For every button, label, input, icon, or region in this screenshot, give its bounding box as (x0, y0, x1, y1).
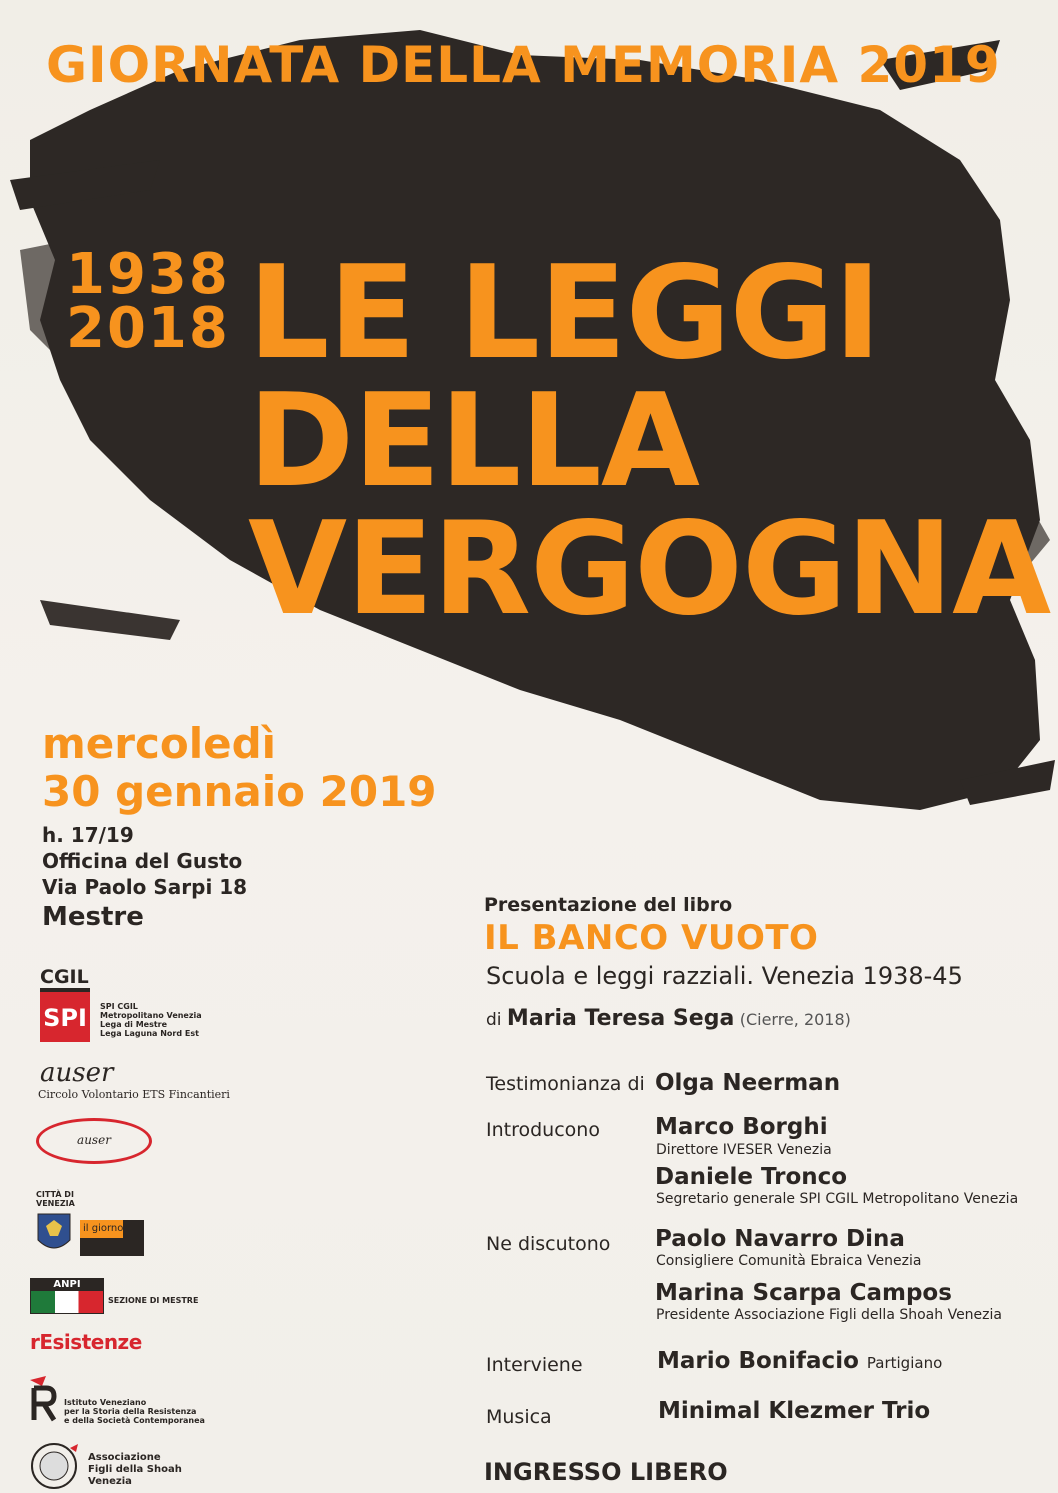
book-title: IL BANCO VUOTO (484, 918, 819, 958)
intro2-desc: Segretario generale SPI CGIL Metropolitano Venezia (656, 1191, 1019, 1207)
discuss1-name: Paolo Navarro Dina (655, 1226, 905, 1252)
iveser-caption-3: e della Società Contemporanea (64, 1416, 205, 1425)
spi-caption-2: Metropolitano Venezia (100, 1011, 202, 1020)
iveser-caption (64, 1398, 205, 1425)
event-venue (42, 822, 247, 934)
citta-venezia-caption: CITTÀ DI VENEZIA (36, 1190, 75, 1208)
year-start: 1938 (66, 242, 230, 307)
speaker-role: Interviene (486, 1354, 583, 1376)
spi-caption-3: Lega di Mestre (100, 1020, 168, 1029)
discuss2-name: Marina Scarpa Campos (655, 1280, 952, 1306)
main-title-line-3: VERGOGNA (248, 495, 1051, 644)
anpi-caption: SEZIONE DI MESTRE (108, 1296, 199, 1305)
iveser-caption-2: per la Storia della Resistenza (64, 1407, 197, 1416)
main-title-line-1: LE LEGGI (248, 239, 881, 388)
speaker (657, 1348, 942, 1374)
figli-caption-3: Venezia (88, 1476, 132, 1487)
il-giorno-logo (80, 1220, 144, 1256)
book-author (486, 1006, 851, 1031)
testimony-role: Testimonianza di (486, 1073, 645, 1095)
figli-caption-2: Figli della Shoah (88, 1464, 182, 1475)
venezia-crest-icon (36, 1212, 72, 1256)
header-title: GIORNATA DELLA MEMORIA 2019 (46, 36, 1001, 94)
intro1-desc: Direttore IVESER Venezia (656, 1142, 832, 1158)
intro-role: Introducono (486, 1119, 600, 1141)
discuss1-desc: Consigliere Comunità Ebraica Venezia (656, 1253, 922, 1269)
book-by: di (486, 1010, 502, 1030)
resistenze-logo: rEsistenze (30, 1330, 142, 1354)
event-address: Via Paolo Sarpi 18 (42, 875, 248, 899)
year-end: 2018 (66, 296, 230, 361)
il-giorno-text: il giorno (80, 1220, 123, 1238)
event-city: Mestre (42, 902, 144, 932)
speaker-note: Partigiano (866, 1354, 943, 1372)
main-title (248, 239, 1051, 644)
music-role: Musica (486, 1406, 552, 1428)
event-day: mercoledì (42, 719, 277, 768)
book-publisher: (Cierre, 2018) (739, 1010, 851, 1029)
spi-logo: SPI (40, 988, 90, 1042)
iveser-caption-1: Istituto Veneziano (64, 1398, 147, 1407)
spi-caption (100, 1002, 202, 1038)
anpi-logo-text: ANPI (31, 1279, 103, 1291)
auser-logo: auser (40, 1058, 114, 1088)
event-time: h. 17/19 (42, 823, 134, 847)
book-subtitle: Scuola e leggi razziali. Venezia 1938-45 (486, 962, 963, 990)
music-name: Minimal Klezmer Trio (658, 1398, 931, 1424)
years (66, 242, 230, 361)
auser-oval-text: auser (77, 1133, 111, 1147)
speaker-name: Mario Bonifacio (657, 1348, 859, 1374)
iveser-logo-icon (26, 1374, 60, 1422)
anpi-logo (30, 1278, 104, 1314)
discuss-role: Ne discutono (486, 1233, 611, 1255)
testimony-name: Olga Neerman (655, 1070, 841, 1096)
figli-shoah-seal-icon (28, 1440, 80, 1490)
auser-caption: Circolo Volontario ETS Fincantieri (38, 1088, 230, 1101)
book-intro: Presentazione del libro (484, 894, 733, 916)
event-venue-name: Officina del Gusto (42, 849, 243, 873)
spi-caption-1: SPI CGIL (100, 1002, 138, 1011)
event-date (42, 720, 437, 816)
event-full-date: 30 gennaio 2019 (42, 767, 437, 816)
figli-shoah-caption (88, 1452, 182, 1488)
intro1-name: Marco Borghi (655, 1114, 828, 1140)
auser-oval-logo (36, 1118, 152, 1164)
figli-caption-1: Associazione (88, 1452, 161, 1463)
spi-caption-4: Lega Laguna Nord Est (100, 1029, 199, 1038)
brush-streak-4 (40, 600, 180, 640)
intro2-name: Daniele Tronco (655, 1164, 848, 1190)
book-author-name: Maria Teresa Sega (506, 1006, 735, 1031)
entry-note: INGRESSO LIBERO (484, 1458, 728, 1486)
main-title-line-2: DELLA (248, 367, 699, 516)
cgil-logo-text: CGIL (40, 966, 89, 988)
discuss2-desc: Presidente Associazione Figli della Shoah Venezia (656, 1307, 1002, 1323)
